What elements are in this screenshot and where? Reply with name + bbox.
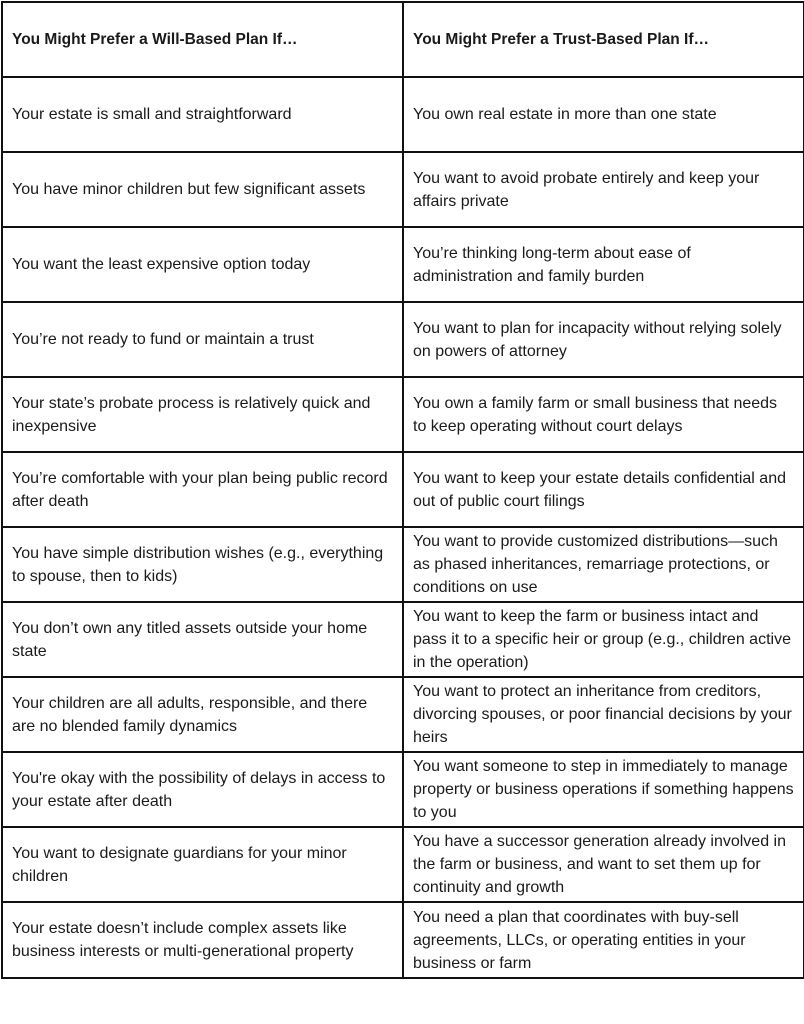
- will-cell: You don’t own any titled assets outside your home state: [2, 602, 403, 677]
- table-row: [2, 827, 804, 902]
- will-cell: You’re not ready to fund or maintain a trust: [2, 302, 403, 377]
- table-row: [2, 152, 804, 227]
- trust-cell: You want to keep the farm or business intact and pass it to a specific heir or group (e.g., children active in the operation): [403, 602, 804, 677]
- will-cell: Your children are all adults, responsible, and there are no blended family dynamics: [2, 677, 403, 752]
- trust-cell: You want to protect an inheritance from creditors, divorcing spouses, or poor financial decisions by your heirs: [403, 677, 804, 752]
- trust-cell: You own a family farm or small business that needs to keep operating without court delays: [403, 377, 804, 452]
- table-row: [2, 77, 804, 152]
- will-cell: You’re comfortable with your plan being public record after death: [2, 452, 403, 527]
- table-row: [2, 527, 804, 602]
- table-row: [2, 452, 804, 527]
- table-row: [2, 902, 804, 978]
- trust-cell: You want to plan for incapacity without relying solely on powers of attorney: [403, 302, 804, 377]
- will-cell: Your estate is small and straightforward: [2, 77, 403, 152]
- trust-cell: You want to provide customized distributions—such as phased inheritances, remarriage protections, or conditions on use: [403, 527, 804, 602]
- trust-cell: You want someone to step in immediately to manage property or business operations if something happens to you: [403, 752, 804, 827]
- trust-cell: You want to keep your estate details confidential and out of public court filings: [403, 452, 804, 527]
- table-row: [2, 602, 804, 677]
- will-cell: Your estate doesn’t include complex assets like business interests or multi-generational property: [2, 902, 403, 978]
- comparison-table-container: [1, 1, 803, 979]
- trust-cell: You want to avoid probate entirely and keep your affairs private: [403, 152, 804, 227]
- table-row: [2, 302, 804, 377]
- table-row: [2, 227, 804, 302]
- will-cell: You're okay with the possibility of delays in access to your estate after death: [2, 752, 403, 827]
- will-column-header: You Might Prefer a Will-Based Plan If…: [2, 2, 403, 77]
- table-row: [2, 752, 804, 827]
- trust-cell: You have a successor generation already involved in the farm or business, and want to set them up for continuity and growth: [403, 827, 804, 902]
- will-cell: You have simple distribution wishes (e.g., everything to spouse, then to kids): [2, 527, 403, 602]
- will-cell: Your state’s probate process is relatively quick and inexpensive: [2, 377, 403, 452]
- table-header-row: [2, 2, 804, 77]
- trust-cell: You own real estate in more than one state: [403, 77, 804, 152]
- will-cell: You want to designate guardians for your minor children: [2, 827, 403, 902]
- will-cell: You have minor children but few significant assets: [2, 152, 403, 227]
- will-vs-trust-comparison-table: [1, 1, 804, 979]
- trust-cell: You need a plan that coordinates with buy-sell agreements, LLCs, or operating entities in your business or farm: [403, 902, 804, 978]
- trust-column-header: You Might Prefer a Trust-Based Plan If…: [403, 2, 804, 77]
- table-row: [2, 377, 804, 452]
- trust-cell: You’re thinking long-term about ease of administration and family burden: [403, 227, 804, 302]
- will-cell: You want the least expensive option today: [2, 227, 403, 302]
- table-row: [2, 677, 804, 752]
